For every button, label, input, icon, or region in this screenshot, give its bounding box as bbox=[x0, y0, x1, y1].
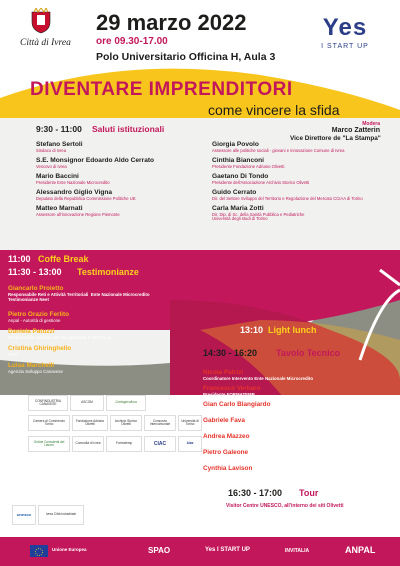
speaker-role: Anpal - Autorità di gestione bbox=[8, 318, 61, 324]
speaker-role: Presidente dell'Associazione Archivio Storico Olivetti bbox=[212, 179, 310, 185]
speaker-name: Alessandro Giglio Vigna bbox=[36, 189, 113, 196]
speaker-entry bbox=[8, 311, 208, 328]
yes-logo-wordmark: Yes bbox=[322, 14, 368, 41]
speaker-entry bbox=[36, 141, 196, 157]
moderator-label: Modera bbox=[362, 121, 380, 127]
speaker-name: Giorgia Povolo bbox=[212, 141, 259, 148]
speaker-role: Assessore alle politiche sociali - giovani e innovazione Comune di Ivrea bbox=[212, 147, 345, 153]
speaker-entry bbox=[203, 417, 398, 433]
partner-logos bbox=[10, 393, 200, 531]
speaker-entry bbox=[212, 141, 392, 157]
testimonials-list bbox=[8, 285, 208, 379]
speaker-entry bbox=[203, 465, 398, 481]
tour-time: 16:30 - 17:00 bbox=[228, 488, 283, 498]
speaker-role: Agenzia Sviluppo Canavese bbox=[8, 369, 63, 375]
speaker-role: Coordinatore Intervento Ente Nazionale Microcredito bbox=[203, 376, 314, 382]
footer-logo-eu: Unione Europea bbox=[52, 547, 87, 552]
speaker-entry bbox=[203, 369, 398, 385]
speaker-name: Pietro Galeone bbox=[203, 449, 249, 456]
partner-logo: Università di Torino bbox=[178, 415, 202, 431]
partner-logo: Aias bbox=[178, 436, 202, 452]
coffee-time: 11:00 bbox=[8, 254, 31, 264]
speaker-name: Gaetano Di Tondo bbox=[212, 173, 269, 180]
tour-description: Visitor Centre UNESCO, all'interno dei siti Olivetti bbox=[226, 503, 344, 509]
moderator-name: Marco Zatterin bbox=[331, 127, 380, 134]
speaker-entry bbox=[212, 173, 392, 189]
partner-logo: Camera di Commercio Torino bbox=[28, 415, 70, 431]
speaker-name: Gabriele Fava bbox=[203, 417, 245, 424]
partner-logo: Confagricoltura bbox=[106, 395, 146, 411]
speaker-name: Nicola Patrizi bbox=[203, 369, 244, 376]
testimonials-title: Testimonianze bbox=[77, 267, 139, 277]
speaker-name: Cynthia Lavison bbox=[203, 465, 253, 472]
speaker-name: Pietro Orazio Ferlito bbox=[8, 311, 70, 318]
speaker-entry bbox=[203, 449, 398, 465]
speaker-entry bbox=[203, 385, 398, 401]
partner-logo: Formatemp bbox=[106, 436, 142, 452]
speaker-role: Assessore all'innovazione Regione Piemonte bbox=[36, 211, 120, 217]
speaker-entry bbox=[8, 285, 208, 311]
speaker-role: Dir. Dip. di Sc. della Sanità Pubblica e Pediatriche Università degli studi di Torino bbox=[212, 211, 305, 222]
speaker-name: Stefano Sertoli bbox=[36, 141, 83, 148]
speaker-role: Presidente Ente Nazionale Microcredito bbox=[36, 179, 110, 185]
partner-logo: Comunità di Ivrea bbox=[72, 436, 104, 452]
speaker-name: Daniela Patuzzi bbox=[8, 328, 55, 335]
footer-logo-invitalia: INVITALIA bbox=[285, 548, 310, 554]
speaker-role: Presidente Fondazione Adriano Olivetti bbox=[212, 163, 285, 169]
speaker-entry bbox=[203, 433, 398, 449]
footer-logo-spao: SPAO bbox=[148, 546, 171, 555]
partner-logo: Fondazione Adriano Olivetti bbox=[72, 415, 108, 431]
greetings-left-column bbox=[36, 141, 196, 221]
testimonials-time: 11:30 - 13:00 bbox=[8, 267, 62, 277]
coffee-title: Coffe Break bbox=[38, 254, 89, 264]
speaker-name: Matteo Marnati bbox=[36, 205, 83, 212]
lunch-title: Light lunch bbox=[268, 325, 317, 335]
lunch-time: 13:10 bbox=[240, 325, 264, 335]
speaker-name: Cristina Ghiringhello bbox=[8, 345, 72, 352]
speaker-name: Gian Carlo Blangiardo bbox=[203, 401, 271, 408]
speaker-entry bbox=[212, 157, 392, 173]
speaker-entry bbox=[212, 205, 392, 225]
speaker-entry bbox=[36, 205, 196, 221]
speaker-role: Responsabile Service Unit Occupazione 1 INVITALIA bbox=[8, 335, 112, 341]
speaker-name: Carla Maria Zotti bbox=[212, 205, 264, 212]
speaker-name: Giancarlo Proietto bbox=[8, 285, 64, 292]
speaker-role: Esperto Economico Ministero del Lavoro e delle Politiche sociali bbox=[203, 456, 338, 462]
speaker-role: CIAC bbox=[8, 352, 19, 358]
partner-logo: Archivio Storico Olivetti bbox=[110, 415, 142, 431]
speaker-name: Guido Cerrato bbox=[212, 189, 257, 196]
footer-bar bbox=[0, 537, 400, 566]
speaker-role: Vescovo di Ivrea bbox=[36, 163, 67, 169]
partner-logo: CIAC bbox=[144, 436, 176, 452]
speaker-name: Mario Baccini bbox=[36, 173, 79, 180]
footer-logo-anpal: ANPAL bbox=[345, 545, 376, 555]
moderator-role: Vice Direttore de "La Stampa" bbox=[290, 135, 381, 143]
speaker-name: S.E. Monsignor Edoardo Aldo Cerrato bbox=[36, 157, 155, 164]
speaker-role: Responsabile Reti e Attività Territoriali Ente Nazionale Microcredito Testimonianze Neet bbox=[8, 292, 150, 303]
partner-logo: CONFINDUSTRIA CANAVESE bbox=[28, 395, 68, 411]
speaker-entry bbox=[212, 189, 392, 205]
partner-logo: Ordine Consulenti del Lavoro bbox=[28, 436, 70, 452]
speaker-role: Presidente ISTAT bbox=[203, 408, 239, 414]
greetings-right-column bbox=[212, 141, 392, 225]
event-time: ore 09.30-17.00 bbox=[96, 36, 168, 47]
speaker-name: Francesco Verbaro bbox=[203, 385, 261, 392]
speaker-role: Dir. del Settore Sviluppo del Territorio e Regolazione del Mercato CCIAA di Torino bbox=[212, 195, 363, 201]
speaker-entry bbox=[8, 362, 208, 379]
round-table-time: 14:30 - 16:20 bbox=[203, 348, 258, 358]
sub-title: come vincere la sfida bbox=[208, 102, 340, 118]
city-crest-icon bbox=[30, 8, 52, 34]
eu-flag-icon bbox=[30, 545, 48, 557]
speaker-role: OCSE bbox=[203, 472, 216, 478]
tour-title: Tour bbox=[299, 488, 319, 498]
yes-logo bbox=[305, 14, 385, 51]
moderator-block bbox=[290, 121, 380, 143]
footer-logo-yes: Yes I START UP bbox=[205, 547, 250, 553]
speaker-entry bbox=[203, 401, 398, 417]
partner-logo: ASCOM bbox=[70, 395, 104, 411]
city-name: Città di Ivrea bbox=[20, 38, 71, 48]
speaker-entry bbox=[8, 328, 208, 345]
speaker-role: Pres dell'Osservatorio sulle Risorse Pubbliche Corte dei Conti bbox=[203, 424, 333, 430]
speaker-entry bbox=[36, 157, 196, 173]
main-title: DIVENTARE IMPRENDITORI bbox=[30, 79, 293, 100]
speaker-entry bbox=[36, 173, 196, 189]
partner-logo: Consorzio Intercomunale bbox=[144, 415, 176, 431]
speaker-role: Sindaco di Ivrea bbox=[36, 147, 67, 153]
event-venue: Polo Universitario Officina H, Aula 3 bbox=[96, 51, 276, 63]
round-table-list bbox=[203, 369, 398, 481]
speaker-role: Deputato della Repubblica Commissione Politiche UE bbox=[36, 195, 136, 201]
greetings-title: Saluti istituzionali bbox=[92, 124, 165, 134]
round-table-title: Tavolo Tecnico bbox=[276, 348, 341, 358]
partner-logo: unesco bbox=[12, 505, 36, 525]
speaker-name: Luisa Marchelli bbox=[8, 362, 55, 369]
partner-logo: Ivrea Città Industriale bbox=[38, 505, 84, 525]
yes-logo-tagline: I START UP bbox=[321, 42, 369, 50]
event-date: 29 marzo 2022 bbox=[96, 10, 247, 35]
speaker-role: Psicologo formazione bbox=[203, 440, 249, 446]
speaker-name: Cinthia Bianconi bbox=[212, 157, 265, 164]
greetings-time: 9:30 - 11:00 bbox=[36, 124, 82, 134]
speaker-entry bbox=[36, 189, 196, 205]
speaker-role: Presidente FORMATEMP bbox=[203, 392, 255, 398]
speaker-entry bbox=[8, 345, 208, 362]
speaker-name: Andrea Mazzeo bbox=[203, 433, 250, 440]
